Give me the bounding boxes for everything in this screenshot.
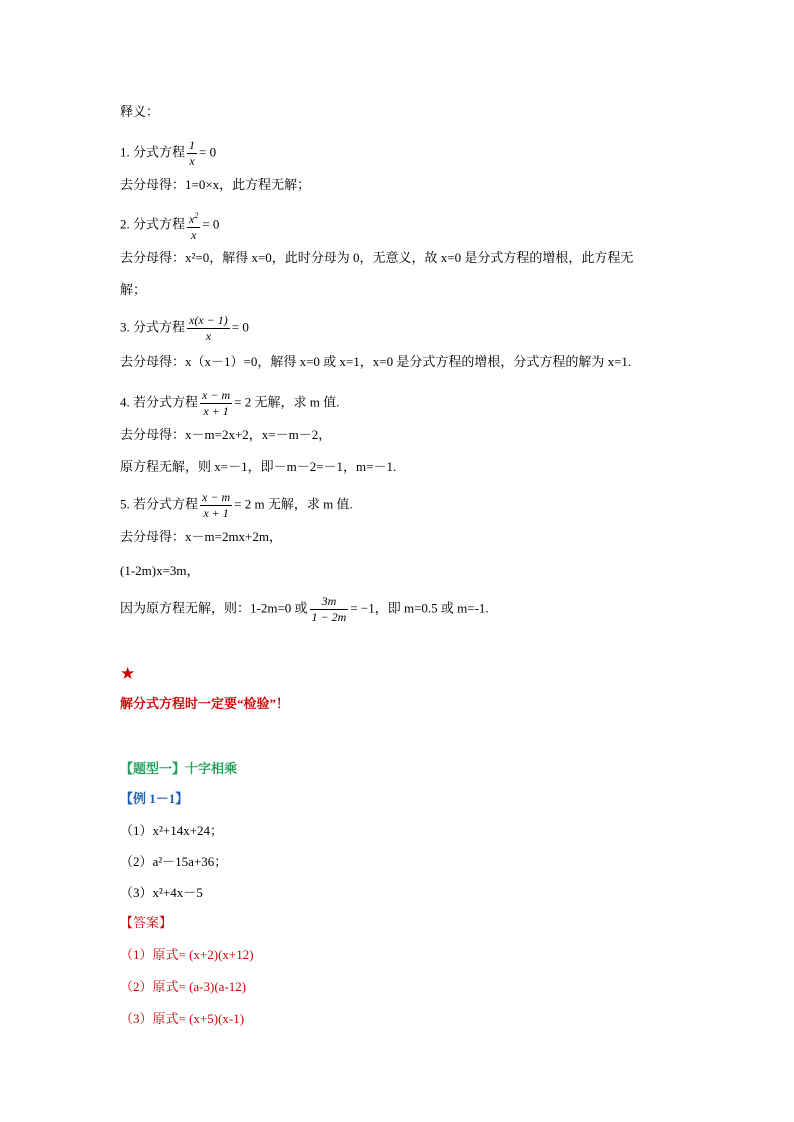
item-4-text: 若分式方程 <box>133 394 199 410</box>
item-4-tail: 无解，求 m 值. <box>254 394 340 410</box>
item-2-frac-num-sup: 2 <box>194 211 199 220</box>
item-5-note-c-fraction <box>310 594 349 625</box>
item-5-note-c-frac-num: 3m <box>321 594 337 608</box>
item-5-fraction <box>200 490 232 521</box>
type-heading: 【题型一】十字相乘 <box>120 761 238 776</box>
item-1-frac-num: 1 <box>189 138 196 152</box>
item-4-frac-den: x + 1 <box>200 403 232 419</box>
item-3-note: 去分母得：x（x－1）=0，解得 x=0 或 x=1，x=0 是分式方程的增根，分式方程的解为 x=1. <box>120 354 632 369</box>
item-5-note-c-frac-den: 1 − 2m <box>311 610 347 624</box>
item-2-frac-den: x <box>187 227 200 243</box>
item-5-frac-num: x − m <box>202 490 231 504</box>
item-3-frac-den: x <box>187 328 230 344</box>
item-3-number: 3. <box>120 319 130 335</box>
item-1-text: 分式方程 <box>133 144 186 160</box>
item-4-frac-num: x − m <box>202 388 231 402</box>
item-5-note-c <box>120 594 489 625</box>
item-3-fraction <box>187 313 230 344</box>
item-3-frac-num: x(x − 1) <box>189 313 228 327</box>
item-1-rhs: = 0 <box>199 144 217 160</box>
answer-heading: 【答案】 <box>120 915 173 930</box>
item-5 <box>120 490 353 521</box>
item-3-rhs: = 0 <box>231 319 249 335</box>
item-2 <box>120 208 219 243</box>
item-5-note-a: 去分母得：x－m=2mx+2m， <box>120 529 282 544</box>
item-5-note-b: (1-2m)x=3m， <box>120 563 200 578</box>
item-4-number: 4. <box>120 394 130 410</box>
answer-1: （1）原式= (x+2)(x+12) <box>120 947 254 962</box>
item-4-note-a: 去分母得：x－m=2x+2，x=－m－2， <box>120 427 332 442</box>
item-3-text: 分式方程 <box>133 319 186 335</box>
item-1-fraction <box>187 138 197 169</box>
item-3 <box>120 313 249 344</box>
item-1-number: 1. <box>120 144 130 160</box>
item-4-note-b: 原方程无解，则 x=－1，即－m－2=－1，m=－1. <box>120 459 397 474</box>
warning-text: 解分式方程时一定要“检验”！ <box>120 696 290 711</box>
problem-3: （3）x²+4x－5 <box>120 885 203 900</box>
answer-2: （2）原式= (a-3)(a-12) <box>120 979 247 994</box>
item-2-rhs: = 0 <box>202 216 220 232</box>
item-2-note-a: 去分母得：x²=0，解得 x=0，此时分母为 0，无意义，故 x=0 是分式方程的增根，此方程无 <box>120 250 634 265</box>
item-2-frac-num-base: x <box>189 212 195 226</box>
answer-3: （3）原式= (x+5)(x-1) <box>120 1011 245 1026</box>
item-1-frac-den: x <box>187 153 197 169</box>
problem-1: （1）x²+14x+24； <box>120 823 224 838</box>
item-4-rhs: = 2 <box>234 394 252 410</box>
item-1 <box>120 138 216 169</box>
item-4-fraction <box>200 388 232 419</box>
problem-2: （2）a²－15a+36； <box>120 854 228 869</box>
star-icon: ★ <box>120 664 136 683</box>
item-5-note-c-pre: 因为原方程无解，则：1-2m=0 或 <box>120 600 308 616</box>
item-5-number: 5. <box>120 496 130 512</box>
item-2-number: 2. <box>120 216 130 232</box>
item-5-tail: m 无解，求 m 值. <box>254 496 353 512</box>
explain-heading: 释义： <box>120 104 160 119</box>
item-2-frac-num <box>187 208 200 227</box>
item-5-note-c-post: ，即 m=0.5 或 m=-1. <box>374 600 489 616</box>
item-1-note: 去分母得：1=0×x，此方程无解； <box>120 177 311 192</box>
item-2-note-b: 解； <box>120 282 147 297</box>
example-heading: 【例 1－1】 <box>120 791 189 806</box>
item-2-fraction <box>187 208 200 243</box>
item-2-text: 分式方程 <box>133 216 186 232</box>
item-5-text: 若分式方程 <box>133 496 199 512</box>
item-4 <box>120 388 339 419</box>
item-5-rhs: = 2 <box>234 496 252 512</box>
item-5-frac-den: x + 1 <box>200 505 232 521</box>
item-5-note-c-rhs: = −1 <box>350 600 375 616</box>
